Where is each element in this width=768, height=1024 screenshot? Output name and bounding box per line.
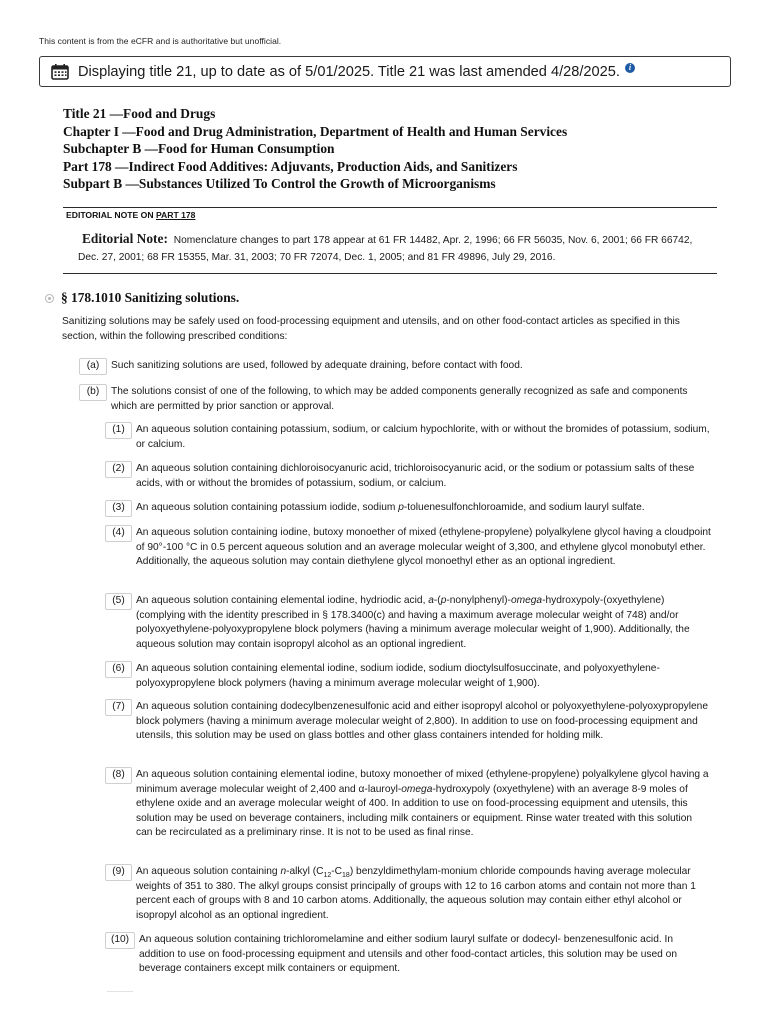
banner-text: Displaying title 21, up to date as of 5/01/2025. Title 21 was last amended 4/28/2025. [78, 63, 620, 80]
calendar-icon [51, 64, 69, 80]
paragraph-number[interactable]: (2) [105, 461, 132, 478]
chapter-heading: Chapter I —Food and Drug Administration, Department of Health and Human Services [63, 123, 568, 139]
disclaimer-text: This content is from the eCFR and is authoritative but unofficial. [39, 36, 282, 46]
next-paragraph-stub [107, 991, 133, 1000]
paragraph-b-6 [105, 662, 711, 691]
paragraph-text: An aqueous solution containing n-alkyl $(C_{12}-C_{18})$ benzyldimethylam-monium chloride compounds having average molecular weights of 351 to 380. The alkyl groups consist principally of groups with 12 to 16 carbon atoms and contain not more than 1 percent each of groups with 8 and 10 carbon atoms. Additionally, the aqueous solution may contain either ethyl alcohol or isopropyl alcohol as an optional ingredient. [136, 866, 696, 921]
paragraph-text: An aqueous solution containing dodecylbenzenesulfonic acid and either isopropyl alcohol or polyoxyethylene-polyoxypropylene block polymers (having a minimum average molecular weight of 2,800). In addition to use on food-processing equipment and utensils, this solution may be used on glass bottles and other glass containers intended for holding milk. [136, 701, 709, 742]
paragraph-text: An aqueous solution containing elemental iodine, butoxy monoether of mixed (ethylene-propylene) polyalkylene glycol having a minimum average molecular weight of 2,400 and α-lauroyl-omega-hydroxypoly (oxyethylene) with an average 8-9 moles of ethylene oxide and an average molecular weight of 400. In addition to use on food-processing equipment and utensils, this solution may be used on beverage containers, including milk containers or equipment. Rinse water treated with this solution can be recirculated as a preliminary rinse. It is not to be used as final rinse. [136, 769, 709, 839]
divider [63, 273, 717, 274]
paragraph-number[interactable]: (7) [105, 699, 132, 716]
divider [63, 207, 717, 208]
paragraph-b-4 [105, 526, 711, 570]
paragraph-b-10 [105, 933, 711, 977]
section-heading [45, 290, 239, 306]
paragraph-text: The solutions consist of one of the following, to which may be added components generally recognized as safe and components which are permitted by prior sanction or approval. [111, 386, 688, 412]
editorial-note-heading [66, 210, 195, 220]
paragraph-text: An aqueous solution containing elemental iodine, sodium iodide, sodium dioctylsulfosuccinate, and polyoxyethylene-polyoxypropylene block polymers (having a minimum average molecular weight of 1,900). [136, 663, 660, 689]
subchapter-heading: Subchapter B —Food for Human Consumption [63, 141, 335, 157]
editorial-note-label: Editorial Note: [82, 231, 168, 246]
info-icon[interactable]: i [625, 63, 635, 73]
section-toggle-icon[interactable] [45, 294, 54, 303]
paragraph-text: An aqueous solution containing trichloromelamine and either sodium lauryl sulfate or dodecyl- benzenesulfonic acid. In addition to use on food-processing equipment and utensils and other food-contact articles, this solution may be used on beverage containers except milk containers or equipment. [139, 934, 678, 975]
hierarchy-headings [63, 105, 567, 193]
paragraph-text: An aqueous solution containing potassium iodide, sodium p-toluenesulfonchloroamide, and sodium lauryl sulfate. [136, 502, 645, 513]
paragraph-number[interactable]: (8) [105, 767, 132, 784]
paragraph-number[interactable]: (3) [105, 500, 132, 517]
subpart-heading: Subpart B —Substances Utilized To Control the Growth of Microorganisms [63, 176, 496, 192]
paragraph-text: An aqueous solution containing dichloroisocyanuric acid, trichloroisocyanuric acid, or the sodium or potassium salts of these acids, with or without the bromides of potassium, sodium, or calcium. [136, 463, 695, 489]
section-intro: Sanitizing solutions may be safely used on food-processing equipment and utensils, and on other food-contact articles as specified in this section, within the following prescribed conditions: [62, 316, 680, 342]
paragraph-number[interactable]: (9) [105, 864, 132, 881]
date-banner [39, 56, 731, 87]
paragraph-b-9 [105, 865, 711, 923]
paragraph-text: An aqueous solution containing potassium, sodium, or calcium hypochlorite, with or without the bromides of potassium, sodium, or calcium. [136, 424, 710, 450]
paragraph-b-8 [105, 768, 711, 841]
section-title: § 178.1010 Sanitizing solutions. [61, 290, 240, 305]
paragraph-text: Such sanitizing solutions are used, followed by adequate draining, before contact with food. [111, 360, 523, 371]
paragraph-number[interactable]: (1) [105, 422, 132, 439]
title-heading: Title 21 —Food and Drugs [63, 106, 216, 121]
paragraph-b-5 [105, 594, 711, 652]
paragraph-number[interactable]: (4) [105, 525, 132, 542]
part-178-link[interactable]: PART 178 [155, 210, 196, 220]
editorial-note-text: Nomenclature changes to part 178 appear at 61 FR 14482, Apr. 2, 1996; 66 FR 56035, Nov. 6, 2001; 66 FR 66742, Dec. 27, 2001; 68 FR 15355, Mar. 31, 2003; 70 FR 72074, Dec. 1, 2005; and 81 FR 49896, July 29, 2016. [78, 235, 693, 263]
paragraph-b-1 [105, 423, 711, 452]
paragraph-number[interactable]: (a) [79, 358, 107, 375]
paragraph-b-2 [105, 462, 711, 491]
paragraph-number[interactable]: (b) [79, 384, 107, 401]
paragraph-text: An aqueous solution containing iodine, butoxy monoether of mixed (ethylene-propylene) polyalkylene glycol having a cloudpoint of 90°-100 °C in 0.5 percent aqueous solution and an average molecular weight of 3,300, and ethylene glycol monobutyl ether. Additionally, the aqueous solution may contain diethylene glycol monoethyl ether as an optional ingredient. [136, 527, 711, 568]
paragraph-b-3 [105, 501, 715, 517]
paragraph-text: An aqueous solution containing elemental iodine, hydriodic acid, a-(p-nonylphenyl)-omega-hydroxypoly-(oxyethylene) (complying with the identity prescribed in § 178.3400(c) and having a maximum average molecular weight of 748) and/or polyoxyethylene-polyoxypropylene block polymers (having a minimum average molecular weight of 1,900). Additionally, the aqueous solution may contain isopropyl alcohol as an optional ingredient. [136, 595, 690, 650]
paragraph-number[interactable]: (5) [105, 593, 132, 610]
paragraph-b-7 [105, 700, 711, 744]
editorial-note [78, 231, 710, 266]
paragraph-number[interactable]: (6) [105, 661, 132, 678]
paragraph-a [79, 359, 711, 375]
paragraph-number[interactable]: (10) [105, 932, 135, 949]
paragraph-b [79, 385, 711, 414]
editorial-heading-prefix: EDITORIAL NOTE ON [66, 210, 154, 220]
part-heading: Part 178 —Indirect Food Additives: Adjuvants, Production Aids, and Sanitizers [63, 158, 518, 174]
